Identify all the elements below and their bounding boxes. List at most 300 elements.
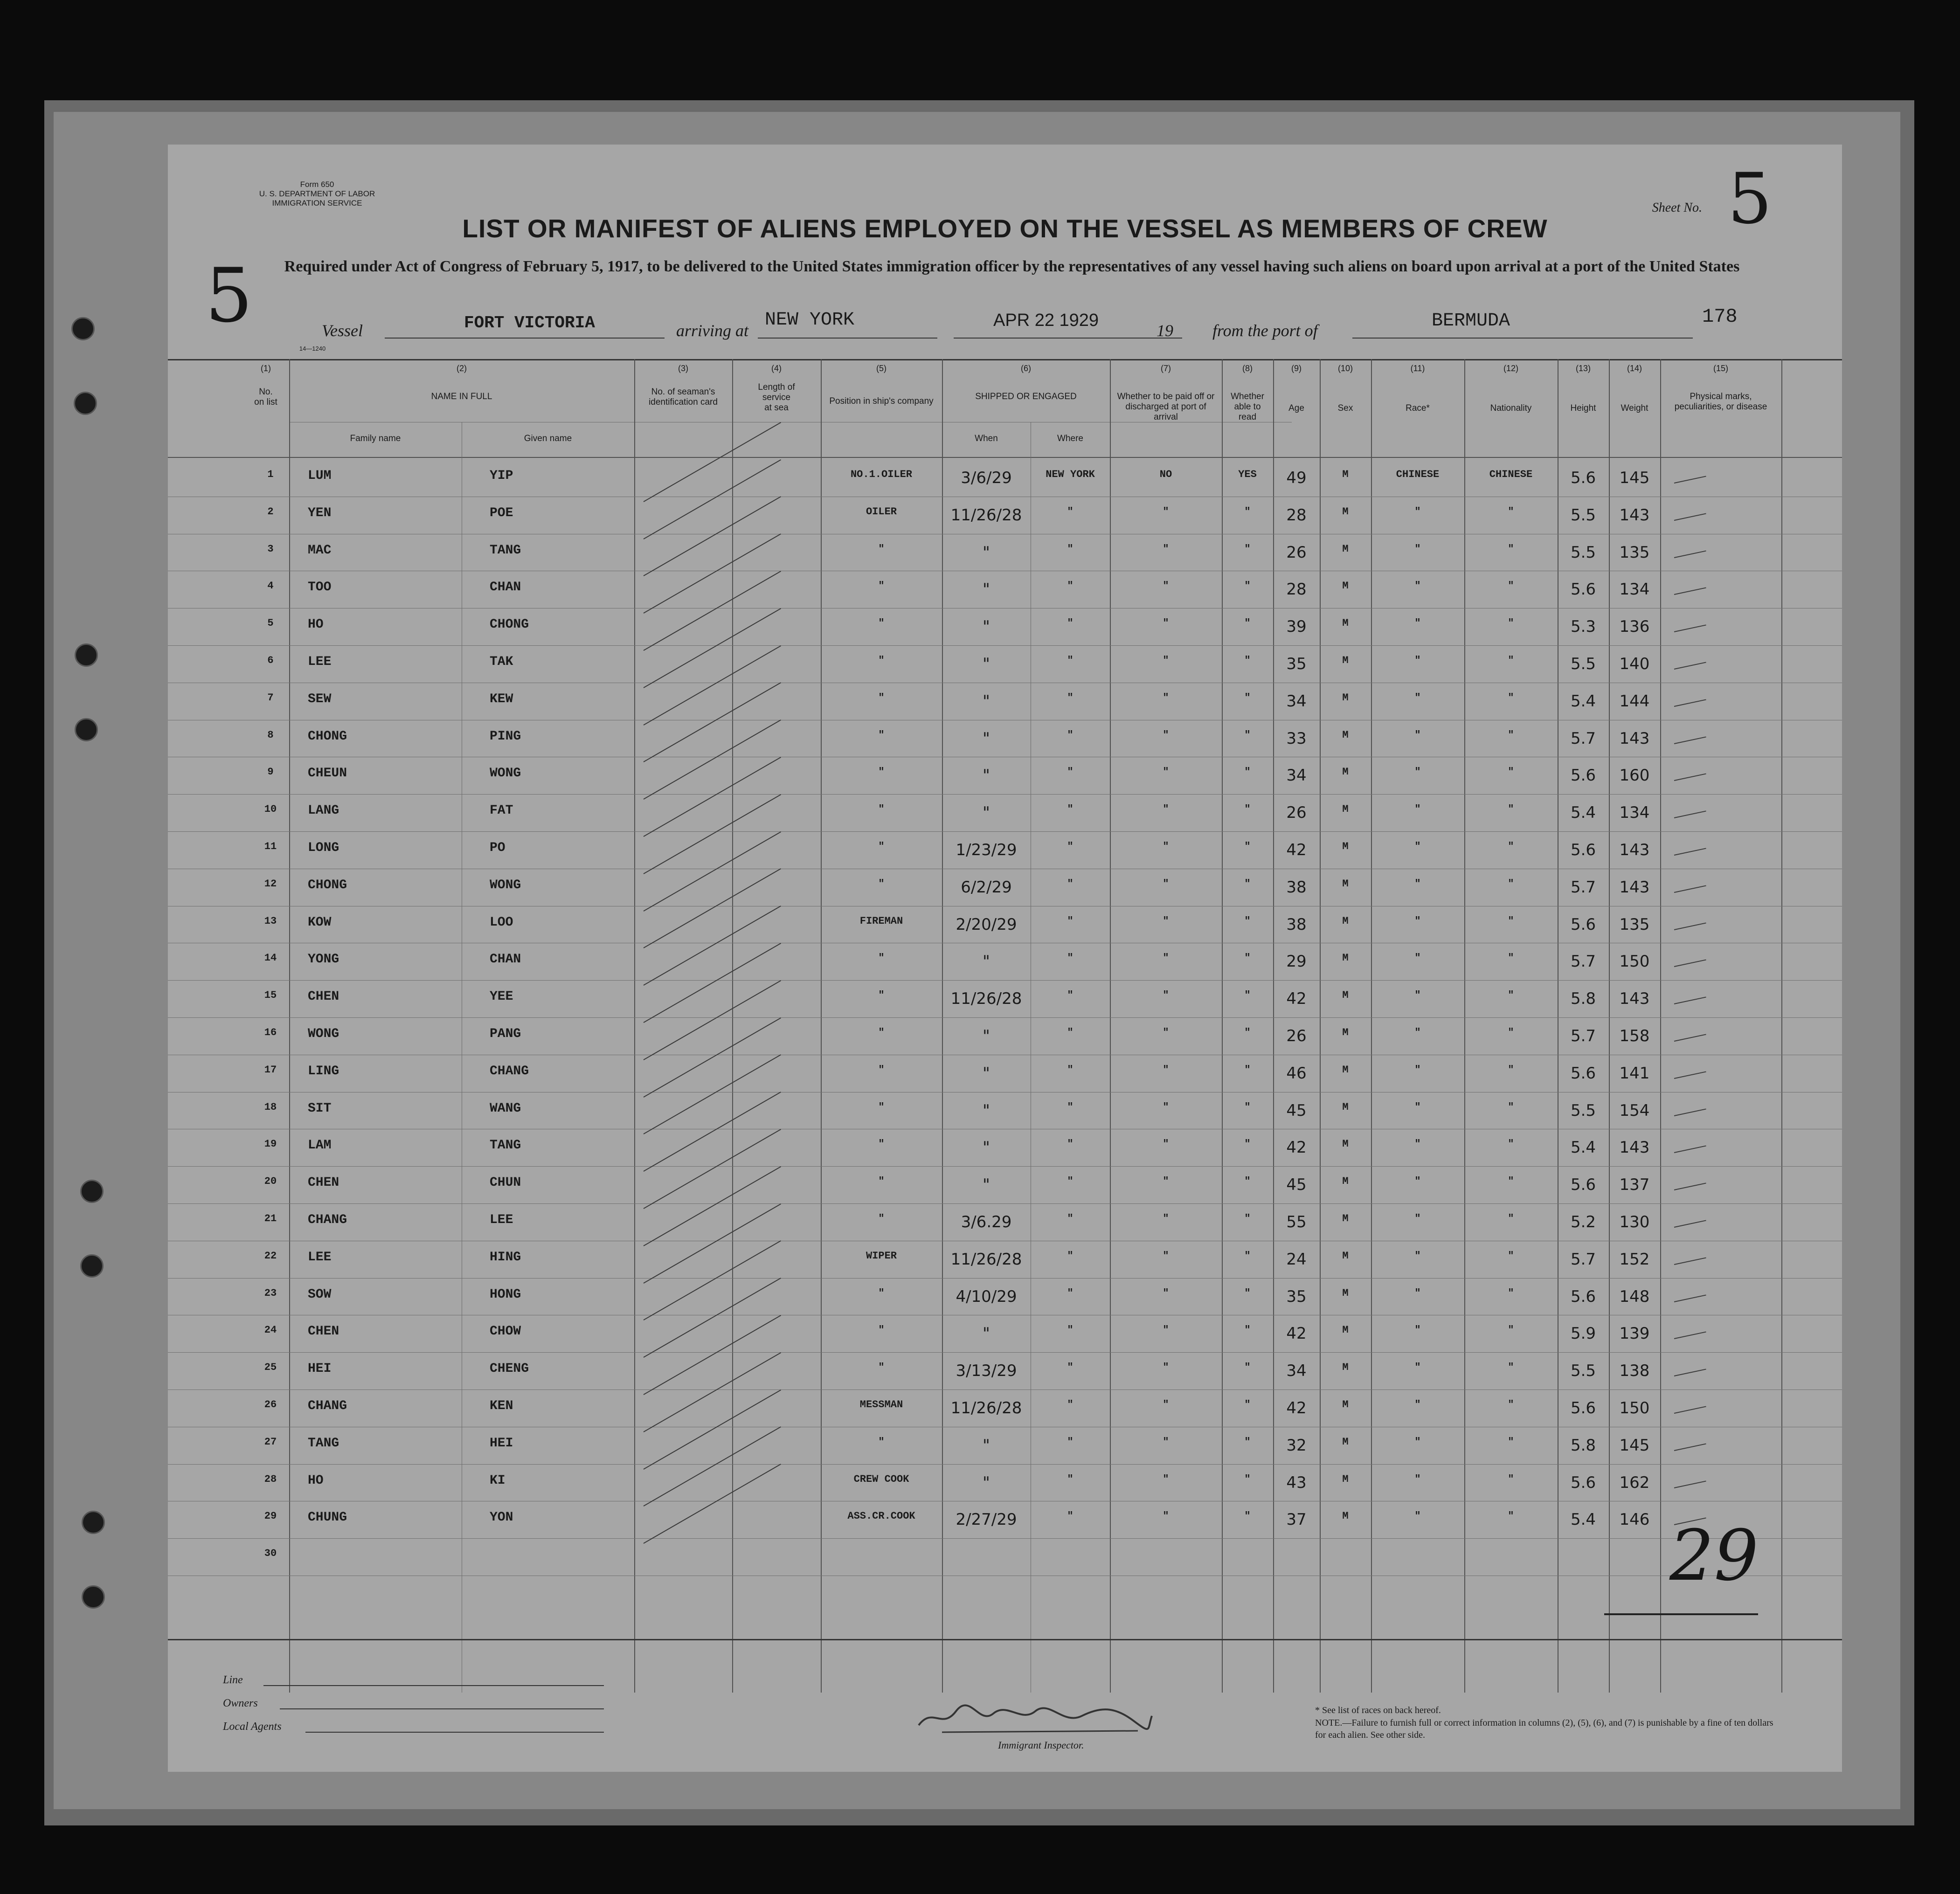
given-name-cell: CHAN — [490, 580, 521, 595]
check-tick-mark — [1674, 922, 1706, 930]
shipped-where-cell: " — [1067, 952, 1073, 964]
able-to-read-cell: " — [1244, 729, 1251, 741]
position-cell: " — [878, 1101, 885, 1113]
position-cell: OILER — [866, 505, 897, 518]
race-cell: " — [1414, 989, 1421, 1002]
age-cell: 42 — [1286, 1138, 1307, 1157]
col5-header: Position in ship's company — [829, 396, 934, 406]
sex-cell: M — [1342, 952, 1349, 964]
paid-off-cell: " — [1163, 989, 1169, 1002]
race-cell: " — [1414, 1324, 1421, 1336]
height-cell: 5.8 — [1570, 989, 1596, 1009]
binder-hole — [80, 1180, 104, 1203]
family-name-cell: CHONG — [308, 729, 347, 744]
age-cell: 39 — [1286, 617, 1307, 636]
race-cell: " — [1414, 691, 1421, 704]
col14-header: Weight — [1621, 403, 1648, 413]
given-name-cell: LEE — [490, 1213, 513, 1227]
col10-number: (10) — [1337, 364, 1353, 373]
given-name-cell: CHONG — [490, 617, 529, 632]
col6-number: (6) — [1021, 364, 1031, 373]
position-cell: " — [878, 1287, 885, 1299]
position-cell: " — [878, 691, 885, 704]
shipped-when-cell: " — [983, 803, 990, 823]
race-cell: " — [1414, 580, 1421, 592]
age-cell: 45 — [1286, 1101, 1307, 1120]
position-cell: " — [878, 1027, 885, 1038]
row-rule — [168, 1538, 1842, 1539]
row-rule — [168, 1464, 1842, 1465]
position-cell: " — [878, 1213, 885, 1224]
weight-cell: 152 — [1619, 1250, 1650, 1269]
nationality-cell: " — [1508, 878, 1514, 890]
row-number: 10 — [264, 803, 277, 816]
position-cell: ASS.CR.COOK — [847, 1510, 915, 1522]
paid-off-cell: " — [1163, 543, 1169, 555]
sex-cell: M — [1342, 1362, 1349, 1374]
shipped-when-cell: 4/10/29 — [956, 1287, 1017, 1306]
height-cell: 5.7 — [1570, 878, 1596, 897]
given-name-cell: KEW — [490, 691, 513, 706]
check-tick-mark — [1674, 1406, 1706, 1414]
height-cell: 5.6 — [1570, 580, 1596, 599]
check-tick-mark — [1674, 736, 1706, 744]
family-name-cell: SEW — [308, 691, 332, 706]
check-tick-mark — [1674, 625, 1706, 633]
family-name-cell: CHUNG — [308, 1510, 347, 1525]
from-port-underline — [1352, 338, 1693, 339]
col-rule — [1222, 359, 1223, 1693]
able-to-read-cell: " — [1244, 1064, 1251, 1076]
col2-number: (2) — [457, 364, 467, 373]
position-cell: " — [878, 952, 885, 964]
position-cell: " — [878, 1324, 885, 1336]
nationality-cell: " — [1508, 1213, 1514, 1224]
pencil-slash-mark — [644, 1092, 781, 1172]
age-cell: 43 — [1286, 1473, 1307, 1492]
shipped-where-cell: " — [1067, 1287, 1073, 1299]
position-cell: NO.1.OILER — [850, 469, 913, 480]
nationality-cell: " — [1508, 841, 1514, 852]
weight-cell: 143 — [1619, 1138, 1650, 1157]
binder-hole — [74, 392, 97, 415]
family-name-cell: CHANG — [308, 1213, 347, 1227]
shipped-when-cell: " — [983, 952, 990, 971]
paid-off-cell: " — [1163, 915, 1169, 927]
nationality-cell: " — [1508, 915, 1514, 927]
document-title: LIST OR MANIFEST OF ALIENS EMPLOYED ON THE VESSEL AS MEMBERS OF CREW — [462, 214, 1548, 243]
height-cell: 5.4 — [1570, 691, 1596, 711]
row-number: 14 — [264, 952, 277, 964]
position-cell: " — [878, 878, 885, 890]
position-cell: " — [878, 1138, 885, 1150]
sex-cell: M — [1342, 1473, 1349, 1485]
weight-cell: 136 — [1619, 617, 1650, 636]
family-name-cell: SIT — [308, 1101, 332, 1116]
check-tick-mark — [1674, 997, 1706, 1005]
sex-cell: M — [1342, 1027, 1349, 1038]
weight-cell: 154 — [1619, 1101, 1650, 1120]
col-rule — [821, 359, 822, 1693]
pencil-slash-mark — [644, 683, 781, 763]
able-to-read-cell: " — [1244, 915, 1251, 927]
race-cell: " — [1414, 1436, 1421, 1448]
race-cell: " — [1414, 766, 1421, 778]
paid-off-cell: " — [1163, 1175, 1169, 1188]
from-port-label: from the port of — [1212, 321, 1318, 340]
given-name-cell: POE — [490, 505, 513, 520]
arrival-date: APR 22 1929 — [993, 311, 1099, 330]
height-cell: 5.4 — [1570, 803, 1596, 823]
weight-cell: 143 — [1619, 841, 1650, 859]
sex-cell: M — [1342, 1287, 1349, 1299]
weight-cell: 134 — [1619, 803, 1650, 823]
race-cell: " — [1414, 655, 1421, 666]
able-to-read-cell: " — [1244, 505, 1251, 518]
check-tick-mark — [1674, 1034, 1706, 1042]
nationality-cell: " — [1508, 1138, 1514, 1150]
able-to-read-cell: " — [1244, 655, 1251, 666]
shipped-where-cell: " — [1067, 617, 1073, 629]
pencil-slash-mark — [644, 571, 781, 651]
weight-cell: 143 — [1619, 989, 1650, 1009]
sex-cell: M — [1342, 580, 1349, 592]
pencil-slash-mark — [644, 1278, 781, 1358]
total-underline — [1604, 1613, 1758, 1615]
shipped-where-cell: " — [1067, 691, 1073, 704]
pencil-slash-mark — [644, 459, 781, 539]
row-rule — [168, 645, 1842, 646]
able-to-read-cell: " — [1244, 1213, 1251, 1224]
race-cell: CHINESE — [1396, 469, 1440, 480]
col-rule — [1371, 359, 1372, 1693]
able-to-read-cell: " — [1244, 1510, 1251, 1522]
row-number: 12 — [264, 878, 277, 890]
check-tick-mark — [1674, 1071, 1706, 1079]
paid-off-cell: " — [1163, 1064, 1169, 1076]
local-agents-label: Local Agents — [223, 1721, 282, 1733]
family-name-cell: WONG — [308, 1027, 339, 1041]
family-name-cell: YONG — [308, 952, 339, 967]
able-to-read-cell: " — [1244, 952, 1251, 964]
check-tick-mark — [1674, 1108, 1706, 1116]
weight-cell: 138 — [1619, 1362, 1650, 1381]
paid-off-cell: " — [1163, 841, 1169, 852]
paid-off-cell: " — [1163, 1399, 1169, 1410]
shipped-where-cell: " — [1067, 729, 1073, 741]
check-tick-mark — [1674, 588, 1706, 595]
nationality-cell: " — [1508, 1101, 1514, 1113]
weight-cell: 150 — [1619, 952, 1650, 971]
weight-cell: 134 — [1619, 580, 1650, 599]
given-name-cell: HONG — [490, 1287, 521, 1302]
given-name-cell: FAT — [490, 803, 513, 818]
shipped-when-cell: " — [983, 617, 990, 636]
shipped-when-cell: 3/6/29 — [961, 469, 1012, 487]
line-label: Line — [223, 1674, 243, 1686]
sex-cell: M — [1342, 989, 1349, 1002]
height-cell: 5.4 — [1570, 1510, 1596, 1529]
family-name-cell: KOW — [308, 915, 332, 930]
binder-hole — [75, 718, 98, 741]
nationality-cell: " — [1508, 1175, 1514, 1188]
family-name-cell: CHEN — [308, 1175, 339, 1190]
paid-off-cell: " — [1163, 878, 1169, 890]
check-tick-mark — [1674, 476, 1706, 484]
paid-off-cell: " — [1163, 655, 1169, 666]
position-cell: " — [878, 543, 885, 555]
sex-cell: M — [1342, 878, 1349, 890]
check-tick-mark — [1674, 1332, 1706, 1340]
row-number: 25 — [264, 1362, 277, 1374]
race-cell: " — [1414, 952, 1421, 964]
family-name-cell: LEE — [308, 1250, 332, 1265]
row-rule — [168, 1389, 1842, 1390]
weight-cell: 148 — [1619, 1287, 1650, 1306]
weight-cell: 140 — [1619, 655, 1650, 673]
paid-off-cell: " — [1163, 505, 1169, 518]
sex-cell: M — [1342, 729, 1349, 741]
shipped-where-cell: " — [1067, 878, 1073, 890]
shipped-when-cell: " — [983, 691, 990, 711]
col11-number: (11) — [1410, 364, 1425, 373]
col11-header: Race* — [1406, 403, 1430, 413]
col-rule — [1781, 359, 1782, 1693]
race-cell: " — [1414, 1101, 1421, 1113]
check-tick-mark — [1674, 662, 1706, 670]
age-cell: 26 — [1286, 1027, 1307, 1045]
able-to-read-cell: " — [1244, 1473, 1251, 1485]
row-rule — [168, 1203, 1842, 1204]
race-cell: " — [1414, 505, 1421, 518]
paid-off-cell: NO — [1159, 469, 1172, 480]
height-cell: 5.6 — [1570, 1287, 1596, 1306]
row-number: 18 — [264, 1101, 277, 1113]
col13-number: (13) — [1575, 364, 1591, 373]
height-cell: 5.6 — [1570, 469, 1596, 487]
shipped-where-cell: " — [1067, 915, 1073, 927]
shipped-when-cell: 2/27/29 — [956, 1510, 1017, 1529]
nationality-cell: " — [1508, 1399, 1514, 1410]
able-to-read-cell: " — [1244, 1138, 1251, 1150]
owners-label: Owners — [223, 1697, 258, 1709]
family-name-cell: LONG — [308, 841, 339, 855]
height-cell: 5.6 — [1570, 1473, 1596, 1492]
row-rule — [168, 1278, 1842, 1279]
service-name: IMMIGRATION SERVICE — [272, 199, 362, 207]
age-cell: 34 — [1286, 766, 1307, 785]
handwritten-total: 29 — [1669, 1515, 1759, 1597]
given-name-cell: PANG — [490, 1027, 521, 1041]
arriving-underline — [758, 338, 937, 339]
pencil-slash-mark — [644, 533, 781, 614]
col12-header: Nationality — [1490, 403, 1532, 413]
family-name-cell: LUM — [308, 469, 332, 483]
nationality-cell: " — [1508, 617, 1514, 629]
nationality-cell: " — [1508, 1250, 1514, 1262]
given-name-cell: HEI — [490, 1436, 513, 1451]
given-name-cell: TANG — [490, 1138, 521, 1153]
height-cell: 5.8 — [1570, 1436, 1596, 1455]
table-top-rule — [168, 359, 1842, 360]
position-cell: CREW COOK — [853, 1473, 909, 1485]
able-to-read-cell: " — [1244, 1027, 1251, 1038]
sex-cell: M — [1342, 1175, 1349, 1188]
age-cell: 33 — [1286, 729, 1307, 748]
height-cell: 5.6 — [1570, 1064, 1596, 1083]
position-cell: " — [878, 1064, 885, 1076]
given-name-cell: TANG — [490, 543, 521, 558]
able-to-read-cell: " — [1244, 989, 1251, 1002]
check-tick-mark — [1674, 550, 1706, 558]
shipped-where-cell: " — [1067, 1175, 1073, 1188]
shipped-where-cell: " — [1067, 1324, 1073, 1336]
race-cell: " — [1414, 617, 1421, 629]
row-number: 15 — [264, 989, 277, 1002]
weight-cell: 130 — [1619, 1213, 1650, 1231]
given-name-cell: CHUN — [490, 1175, 521, 1190]
row-number: 30 — [264, 1548, 277, 1560]
given-name-cell: CHOW — [490, 1324, 521, 1339]
pencil-slash-mark — [644, 1315, 781, 1395]
col-rule — [1464, 359, 1465, 1693]
race-cell: " — [1414, 1250, 1421, 1262]
col-rule — [1660, 359, 1661, 1693]
header-bottom-rule — [168, 457, 1842, 458]
weight-cell: 143 — [1619, 505, 1650, 525]
race-cell: " — [1414, 1027, 1421, 1038]
shipped-when-cell: " — [983, 729, 990, 748]
age-cell: 26 — [1286, 803, 1307, 823]
age-cell: 26 — [1286, 543, 1307, 562]
family-name-cell: TOO — [308, 580, 332, 595]
nationality-cell: " — [1508, 989, 1514, 1002]
age-cell: 49 — [1286, 469, 1307, 487]
family-name-cell: LANG — [308, 803, 339, 818]
family-name-cell: YEN — [308, 505, 332, 520]
col9-header: Age — [1288, 403, 1304, 413]
height-cell: 5.7 — [1570, 1027, 1596, 1045]
col10-header: Sex — [1337, 403, 1353, 413]
age-cell: 34 — [1286, 1362, 1307, 1381]
table-bottom-rule — [168, 1639, 1842, 1640]
family-name-cell: HO — [308, 617, 324, 632]
sex-cell: M — [1342, 543, 1349, 555]
paid-off-cell: " — [1163, 1473, 1169, 1485]
row-number: 26 — [264, 1399, 277, 1410]
arriving-label: arriving at — [676, 321, 749, 340]
race-cell: " — [1414, 1138, 1421, 1150]
family-name-cell: LEE — [308, 655, 332, 669]
shipped-where-cell: " — [1067, 1213, 1073, 1224]
check-tick-mark — [1674, 1220, 1706, 1228]
nationality-cell: " — [1508, 1510, 1514, 1522]
height-cell: 5.5 — [1570, 543, 1596, 562]
weight-cell: 139 — [1619, 1324, 1650, 1343]
shipped-when-cell: 11/26/28 — [950, 505, 1022, 525]
shipped-when-cell: 1/23/29 — [956, 841, 1017, 859]
nationality-cell: " — [1508, 1064, 1514, 1076]
position-cell: " — [878, 729, 885, 741]
weight-cell: 135 — [1619, 543, 1650, 562]
height-cell: 5.6 — [1570, 766, 1596, 785]
vessel-label: Vessel — [322, 321, 363, 340]
position-cell: " — [878, 1362, 885, 1374]
row-number: 11 — [264, 841, 277, 852]
weight-cell: 145 — [1619, 469, 1650, 487]
age-cell: 29 — [1286, 952, 1307, 971]
row-number: 20 — [264, 1175, 277, 1188]
nationality-cell: " — [1508, 1287, 1514, 1299]
shipped-where-cell: " — [1067, 1473, 1073, 1485]
paid-off-cell: " — [1163, 580, 1169, 592]
age-cell: 38 — [1286, 915, 1307, 934]
weight-cell: 145 — [1619, 1436, 1650, 1455]
shipped-when-cell: " — [983, 1064, 990, 1083]
sex-cell: M — [1342, 803, 1349, 816]
vessel-name: FORT VICTORIA — [464, 313, 595, 332]
able-to-read-cell: " — [1244, 1362, 1251, 1374]
able-to-read-cell: " — [1244, 1436, 1251, 1448]
col1-header: No. on list — [254, 387, 277, 407]
col4-header: Length of service at sea — [758, 382, 795, 413]
given-name-cell: WANG — [490, 1101, 521, 1116]
position-cell: " — [878, 580, 885, 592]
shipped-where-cell: " — [1067, 1436, 1073, 1448]
pencil-slash-mark — [644, 1464, 781, 1544]
shipped-where-cell: " — [1067, 1027, 1073, 1038]
family-name-header: Family name — [350, 434, 401, 443]
family-name-cell: TANG — [308, 1436, 339, 1451]
form-code: 14—1240 — [299, 345, 326, 352]
given-name-cell: WONG — [490, 878, 521, 892]
paid-off-cell: " — [1163, 766, 1169, 778]
shipped-when-cell: " — [983, 766, 990, 785]
binder-hole — [82, 1511, 105, 1534]
from-port: BERMUDA — [1432, 311, 1510, 332]
col13-header: Height — [1570, 403, 1596, 413]
family-name-cell: SOW — [308, 1287, 332, 1302]
position-cell: " — [878, 1436, 885, 1448]
family-name-cell: LING — [308, 1064, 339, 1078]
shipped-when-cell: " — [983, 1101, 990, 1120]
binder-hole — [82, 1585, 105, 1609]
height-cell: 5.6 — [1570, 1399, 1596, 1417]
weight-cell: 143 — [1619, 878, 1650, 897]
given-name-cell: KEN — [490, 1399, 513, 1413]
pencil-slash-mark — [644, 1203, 781, 1284]
binder-hole — [75, 643, 98, 667]
given-name-cell: PO — [490, 841, 506, 855]
requirement-text: Required under Act of Congress of February 5, 1917, to be delivered to the United States immigration officer by the representatives of any vessel having such aliens on board upon arrival at a port of the United States — [284, 258, 1740, 275]
given-name-header: Given name — [524, 434, 572, 443]
age-cell: 37 — [1286, 1510, 1307, 1529]
sex-cell: M — [1342, 1138, 1349, 1150]
family-name-cell: CHEN — [308, 1324, 339, 1339]
sex-cell: M — [1342, 617, 1349, 629]
row-number: 21 — [264, 1213, 277, 1224]
height-cell: 5.5 — [1570, 505, 1596, 525]
pencil-slash-mark — [644, 608, 781, 688]
check-tick-mark — [1674, 1443, 1706, 1451]
agents-underline — [305, 1732, 604, 1733]
penalty-note: NOTE.—Failure to furnish full or correct information in columns (2), (5), (6), and (7) is punishable by a fine of ten dollars for each alien. See other side. — [1315, 1718, 1773, 1740]
age-cell: 32 — [1286, 1436, 1307, 1455]
paid-off-cell: " — [1163, 803, 1169, 816]
row-rule — [168, 1352, 1842, 1353]
position-cell: " — [878, 1175, 885, 1188]
shipped-where-cell: " — [1067, 989, 1073, 1002]
